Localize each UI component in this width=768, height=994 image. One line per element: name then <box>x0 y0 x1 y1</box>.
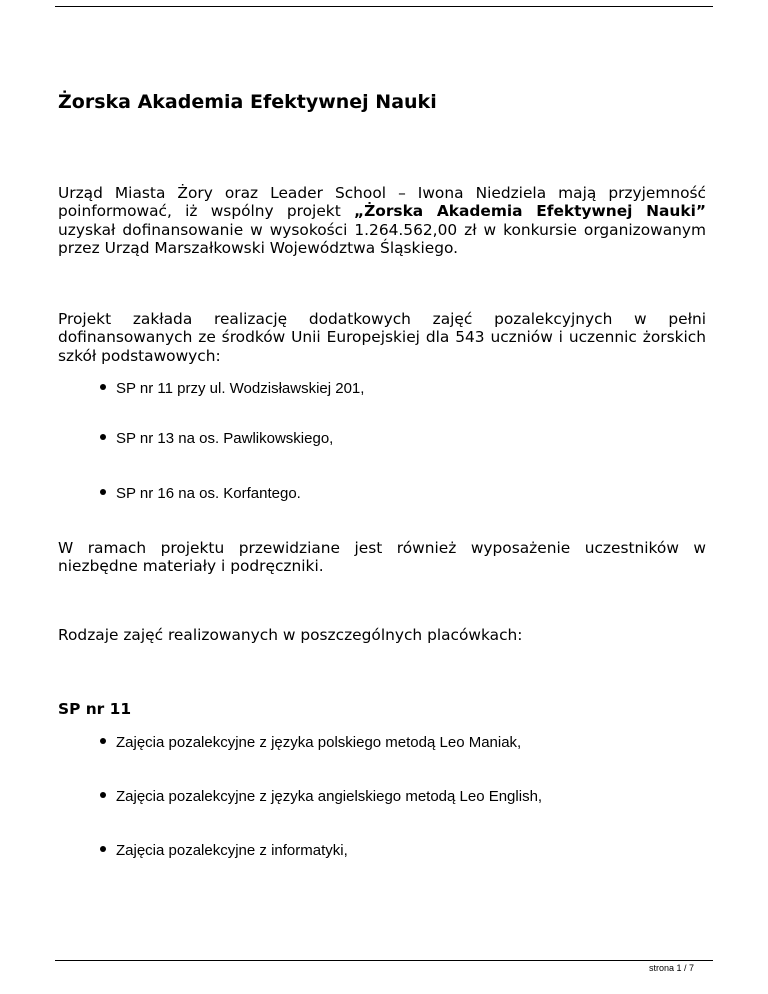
footer-rule <box>55 960 713 961</box>
activity-label: Zajęcia pozalekcyjne z języka angielskiego metodą Leo English, <box>116 788 543 805</box>
activity-list-item <box>100 842 348 860</box>
section-heading-sp11: SP nr 11 <box>58 700 132 718</box>
school-list-item <box>100 485 301 503</box>
bullet-icon <box>100 434 106 440</box>
bullet-icon <box>100 846 106 852</box>
project-paragraph: Projekt zakłada realizację dodatkowych zajęć pozalekcyjnych w pełni dofinansowanych ze środków Unii Europejskiej dla 543 uczniów i uczennic żorskich szkół podstawowych: <box>58 310 706 365</box>
header-rule <box>55 6 713 7</box>
equipment-paragraph: W ramach projektu przewidziane jest również wyposażenie uczestników w niezbędne materiały i podręczniki. <box>58 539 706 576</box>
activity-list-item <box>100 788 542 806</box>
bullet-icon <box>100 792 106 798</box>
school-list-item <box>100 380 364 398</box>
school-label: SP nr 11 przy ul. Wodzisławskiej 201, <box>116 380 365 397</box>
activity-label: Zajęcia pozalekcyjne z informatyki, <box>116 842 348 859</box>
school-label: SP nr 16 na os. Korfantego. <box>116 485 301 502</box>
bullet-icon <box>100 738 106 744</box>
activity-list-item <box>100 734 521 752</box>
intro-project-name: „Żorska Akademia Efektywnej Nauki” <box>353 202 706 221</box>
activities-intro: Rodzaje zajęć realizowanych w poszczególnych placówkach: <box>58 626 523 644</box>
page-number: strona 1 / 7 <box>648 963 694 973</box>
intro-paragraph <box>58 184 706 258</box>
intro-text-start: Urząd Miasta Żory oraz Leader School – Iwona Niedziela mają przyjemność poinformować, iż wspólny projekt <box>58 184 706 221</box>
bullet-icon <box>100 489 106 495</box>
intro-text-end: uzyskał dofinansowanie w wysokości 1.264.562,00 zł w konkursie organizowanym przez Urząd Marszałkowski Województwa Śląskiego. <box>58 220 706 258</box>
document-title: Żorska Akademia Efektywnej Nauki <box>58 91 437 113</box>
bullet-icon <box>100 384 106 390</box>
activity-label: Zajęcia pozalekcyjne z języka polskiego metodą Leo Maniak, <box>116 734 522 751</box>
school-list-item <box>100 430 333 448</box>
school-label: SP nr 13 na os. Pawlikowskiego, <box>116 430 334 447</box>
